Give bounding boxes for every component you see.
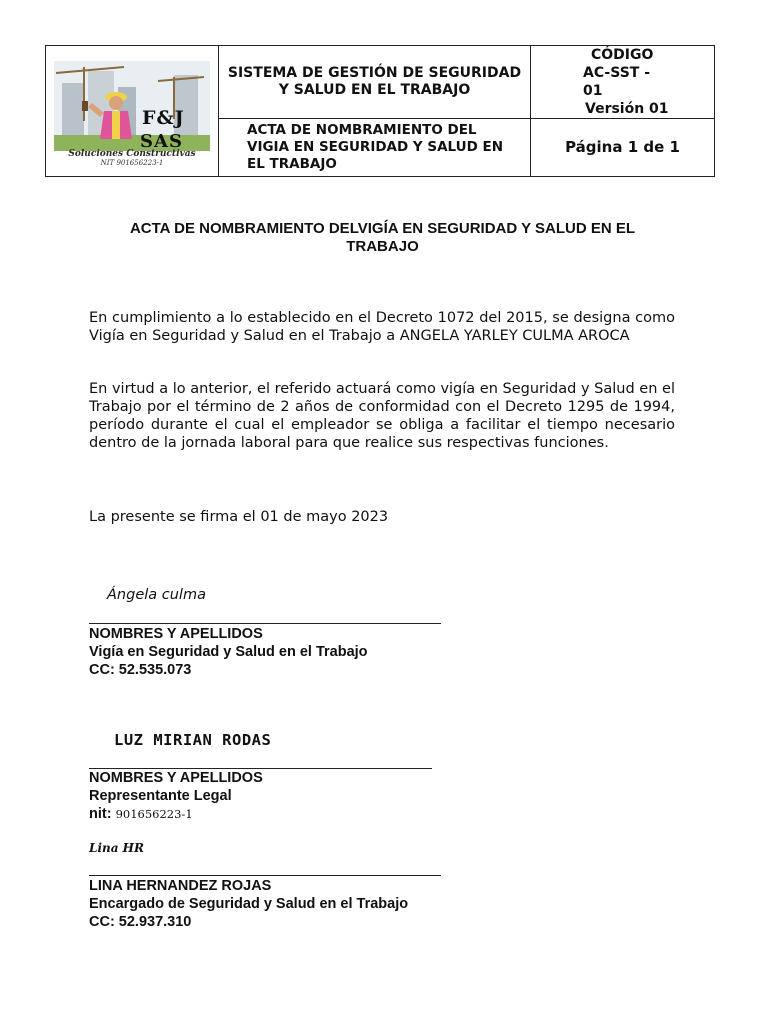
signature-label: NOMBRES Y APELLIDOS xyxy=(89,770,263,786)
signature-sst-manager: Lina HR xyxy=(89,841,144,855)
signature-role: Vigía en Seguridad y Salud en el Trabajo xyxy=(89,644,368,660)
signature-block-legal-rep xyxy=(89,769,263,823)
system-title: SISTEMA DE GESTIÓN DE SEGURIDAD Y SALUD EN EL TRABAJO xyxy=(227,65,522,98)
code-label: CÓDIGO xyxy=(591,47,654,63)
logo-brand-text: F&J xyxy=(142,107,185,129)
signature-id: CC: 52.937.310 xyxy=(89,914,192,930)
signature-line-sst-manager xyxy=(89,875,441,876)
signature-role: Representante Legal xyxy=(89,788,232,804)
signature-label: LINA HERNANDEZ ROJAS xyxy=(89,878,272,894)
signature-role: Encargado de Seguridad y Salud en el Trabajo xyxy=(89,896,409,912)
logo-tagline: Soluciones Constructivas xyxy=(68,149,196,159)
version-label: Versión 01 xyxy=(585,101,669,117)
document-header xyxy=(45,45,715,177)
page-number: Página 1 de 1 xyxy=(565,138,680,156)
code-cell xyxy=(531,46,715,119)
system-title-cell xyxy=(219,46,531,119)
nit-value: 901656223-1 xyxy=(115,807,193,821)
document-heading: ACTA DE NOMBRAMIENTO DELVIGÍA EN SEGURIDAD Y SALUD EN EL TRABAJO xyxy=(129,220,636,255)
signature-nit xyxy=(89,805,263,823)
paragraph-designation: En cumplimiento a lo establecido en el Decreto 1072 del 2015, se designa como Vigía en Seguridad y Salud en el Trabajo a ANGELA YARLEY CULMA AROCA xyxy=(89,310,675,344)
document-title: ACTA DE NOMBRAMIENTO DEL VIGIA EN SEGURIDAD Y SALUD EN EL TRABAJO xyxy=(247,122,504,172)
signature-legal-rep: LUZ MIRIAN RODAS xyxy=(114,731,272,749)
signature-block-sst-manager xyxy=(89,877,408,931)
logo-suffix-text: SAS xyxy=(140,131,183,152)
nit-label: nit: xyxy=(89,806,112,822)
signature-id: CC: 52.535.073 xyxy=(89,662,192,678)
signature-line-vigia xyxy=(89,623,441,624)
code-block xyxy=(531,46,714,118)
company-logo xyxy=(54,61,210,167)
paragraph-terms: En virtud a lo anterior, el referido actuará como vigía en Seguridad y Salud en el Trabajo por el término de 2 años de conformidad con el Decreto 1295 de 1994, período durante el cual el empleador se obliga a facilitar el tiempo necesario dentro de la jornada laboral para que realice sus respectivas funciones. xyxy=(89,381,675,451)
paragraph-signing-date: La presente se firma el 01 de mayo 2023 xyxy=(89,509,389,525)
logo-cell xyxy=(46,46,219,177)
code-value-1: AC-SST - xyxy=(583,65,651,81)
logo-nit: NIT 901656223-1 xyxy=(100,159,164,167)
code-value-2: 01 xyxy=(583,83,603,99)
document-title-cell xyxy=(219,119,531,177)
signature-label: NOMBRES Y APELLIDOS xyxy=(89,626,263,642)
signature-block-vigia xyxy=(89,625,368,679)
page-cell xyxy=(531,119,715,177)
construction-worker-logo-icon xyxy=(54,61,210,161)
signature-vigia: Ángela culma xyxy=(107,587,206,603)
